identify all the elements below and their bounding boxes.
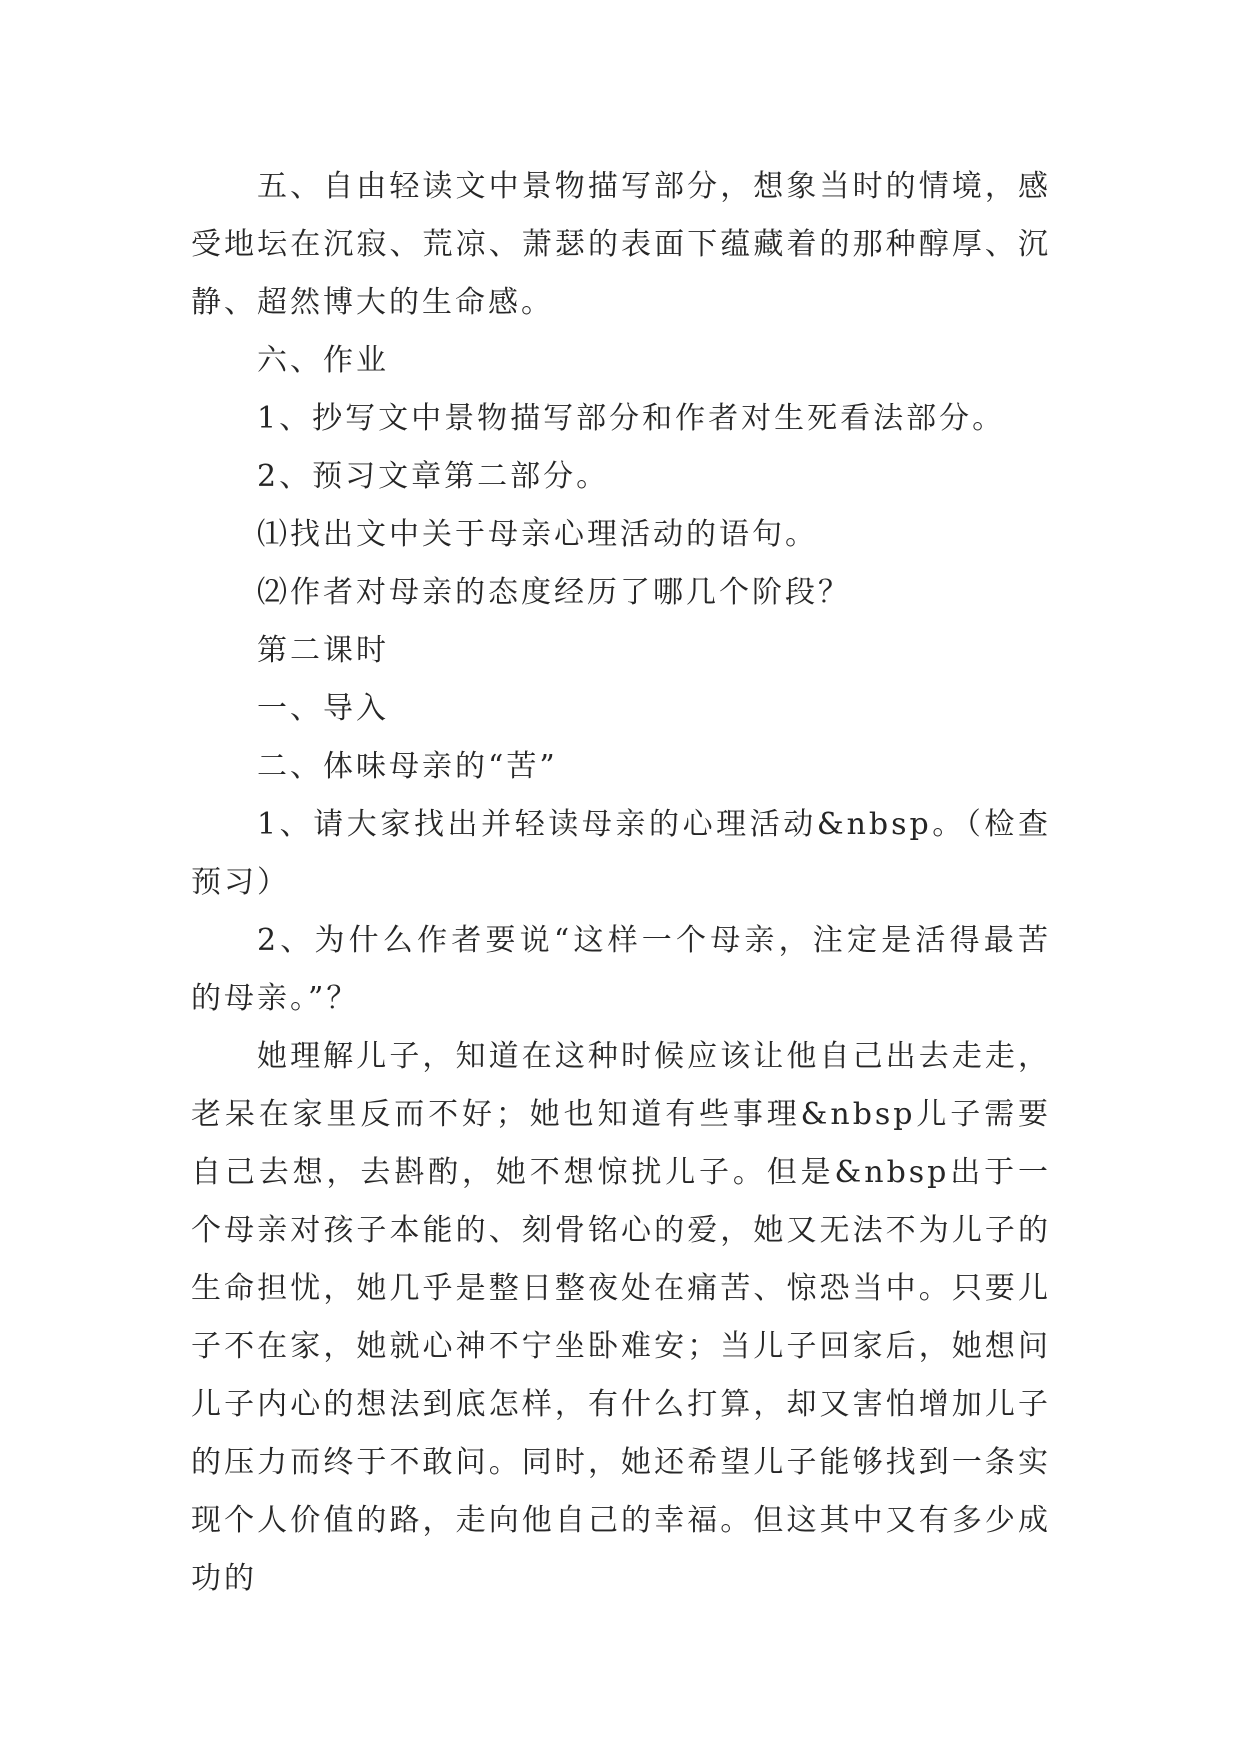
- paragraph-section-five: 五、自由轻读文中景物描写部分，想象当时的情境，感受地坛在沉寂、荒凉、萧瑟的表面下蕴藏着的那种醇厚、沉静、超然博大的生命感。: [191, 169, 1051, 320]
- paragraph-homework-subitem-1: ⑴找出文中关于母亲心理活动的语句。: [257, 517, 818, 552]
- paragraph-homework-subitem-2: ⑵作者对母亲的态度经历了哪几个阶段？: [257, 575, 851, 610]
- paragraph-question-1: 1、请大家找出并轻读母亲的心理活动&nbsp。（检查预习）: [191, 807, 1051, 900]
- paragraph-section-two: 二、体味母亲的“苦”: [257, 749, 558, 784]
- paragraph-lesson-two-heading: 第二课时: [257, 633, 389, 668]
- paragraph-homework-item-1: 1、抄写文中景物描写部分和作者对生死看法部分。: [257, 401, 1006, 436]
- paragraph-homework-item-2: 2、预习文章第二部分。: [257, 459, 610, 494]
- paragraph-answer: 她理解儿子，知道在这种时候应该让他自己出去走走，老呆在家里反而不好；她也知道有些事理&nbsp儿子需要自己去想，去斟酌，她不想惊扰儿子。但是&nbsp出于一个母亲对孩子本能的、刻骨铭心的爱，她又无法不为儿子的生命担忧，她几乎是整日整夜处在痛苦、惊恐当中。只要儿子不在家，她就心神不宁坐卧难安；当儿子回家后，她想问儿子内心的想法到底怎样，有什么打算，却又害怕增加儿子的压力而终于不敢问。同时，她还希望儿子能够找到一条实现个人价值的路，走向他自己的幸福。但这其中又有多少成功的: [191, 1039, 1051, 1596]
- document-body: [191, 158, 1051, 1608]
- paragraph-question-2: 2、为什么作者要说“这样一个母亲，注定是活得最苦的母亲。”？: [191, 923, 1051, 1016]
- paragraph-introduction: 一、导入: [257, 691, 389, 726]
- paragraph-homework-heading: 六、作业: [257, 343, 389, 378]
